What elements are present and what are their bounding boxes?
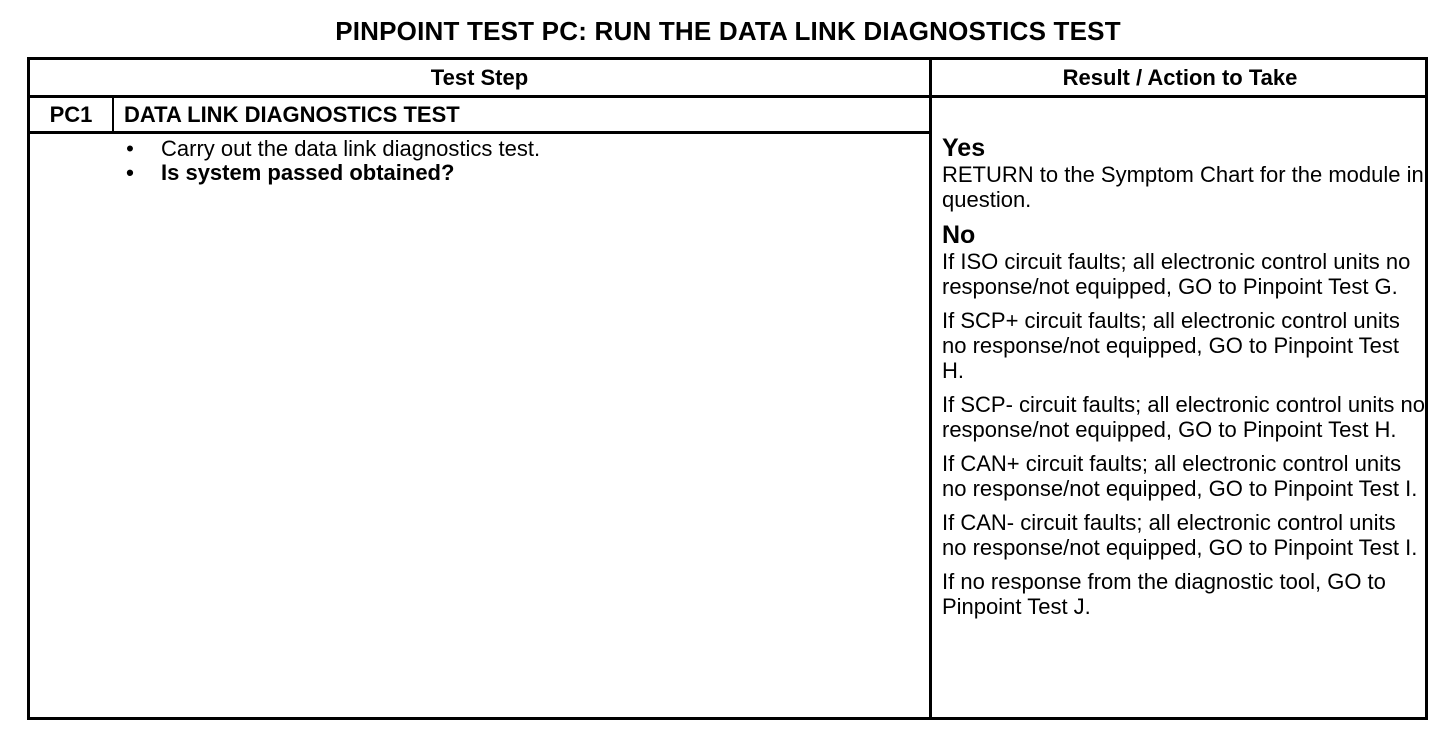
instruction-question xyxy=(123,161,540,185)
bullet-icon: • xyxy=(126,136,134,161)
bullet-icon: • xyxy=(126,160,134,185)
instruction-item xyxy=(123,137,540,161)
result-yes-text: RETURN to the Symptom Chart for the module in question. xyxy=(942,162,1424,212)
result-no-item: If SCP+ circuit faults; all electronic control units no response/not equipped, GO to Pinpoint Test H. xyxy=(942,308,1400,383)
result-action-cell xyxy=(942,134,1426,628)
step-instructions xyxy=(123,137,540,185)
pinpoint-test-table xyxy=(27,57,1428,720)
step-number: PC1 xyxy=(49,102,93,127)
result-no-item: If CAN+ circuit faults; all electronic control units no response/not equipped, GO to Pinpoint Test I. xyxy=(942,451,1418,501)
page-title: PINPOINT TEST PC: RUN THE DATA LINK DIAGNOSTICS TEST xyxy=(335,16,1121,46)
header-result-action: Result / Action to Take xyxy=(1062,65,1298,90)
step-number-divider xyxy=(112,98,114,133)
step-title: DATA LINK DIAGNOSTICS TEST xyxy=(124,102,460,127)
instruction-text: Is system passed obtained? xyxy=(161,160,455,185)
result-no-item: If ISO circuit faults; all electronic control units no response/not equipped, GO to Pinpoint Test G. xyxy=(942,249,1411,299)
instruction-text: Carry out the data link diagnostics test. xyxy=(161,136,541,161)
result-no-item: If SCP- circuit faults; all electronic control units no response/not equipped, GO to Pinpoint Test H. xyxy=(942,392,1425,442)
header-test-step: Test Step xyxy=(430,65,529,90)
result-no-label: No xyxy=(942,221,976,249)
column-divider xyxy=(929,60,932,720)
result-no xyxy=(942,221,1426,619)
result-yes-label: Yes xyxy=(942,134,986,162)
result-yes xyxy=(942,134,1426,212)
result-no-item: If CAN- circuit faults; all electronic control units no response/not equipped, GO to Pinpoint Test I. xyxy=(942,510,1418,560)
result-no-item: If no response from the diagnostic tool, GO to Pinpoint Test J. xyxy=(942,569,1386,619)
step-row-divider xyxy=(30,131,929,134)
